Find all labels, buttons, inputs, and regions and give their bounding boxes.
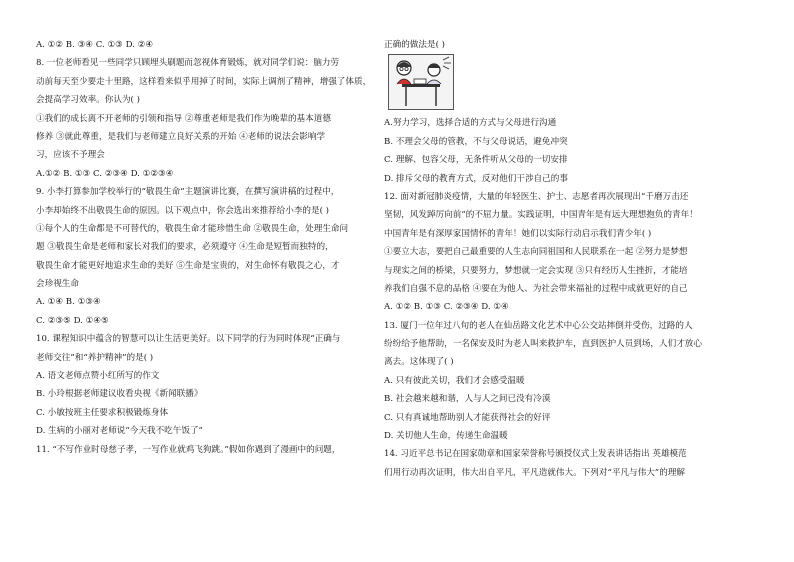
q9-line: 会珍视生命: [36, 279, 79, 290]
question-8: [36, 54, 386, 183]
q12-line: ①要立大志，要把自己最重要的人生志向同祖国和人民联系在一起 ②努力是梦想: [384, 247, 688, 258]
q10-line: 10. 课程知识中蕴含的智慧可以让生活更美好。以下同学的行为同时体现“正确与: [36, 334, 341, 345]
q14-line: 们用行动再次证明，伟大出自平凡，平凡造就伟大。下列对“平凡与伟大”的理解: [384, 467, 685, 478]
right-column: [384, 36, 762, 482]
question-9: [36, 183, 386, 330]
q11-continuation: 正确的做法是( ): [384, 40, 445, 50]
q10-option: A. 语文老师点赞小红所写的作文: [36, 371, 160, 382]
q11-option: D. 排斥父母的教育方式，反对他们干涉自己的事: [384, 173, 568, 184]
cartoon-illustration: [384, 54, 762, 112]
q12-line: 12. 面对新冠肺炎疫情，大量的年轻医生、护士、志愿者再次展现出“千磨万击还: [384, 191, 689, 202]
question-12: [384, 188, 762, 317]
parent-child-cartoon: [388, 54, 454, 110]
question-11: 11. “不写作业时母慈子孝，一写作业就鸡飞狗跳。”假如你遇到了漫画中的问题，: [36, 444, 341, 455]
q11-options: [384, 114, 762, 188]
left-column: [36, 36, 386, 459]
q9-options: C. ②③⑤ D. ①④⑤: [36, 315, 109, 326]
q10-line: 老师交往”和“养护精神”的是( ): [36, 352, 154, 363]
q10-option: D. 生病的小丽对老师说“今天我不吃午饭了”: [36, 426, 203, 437]
q13-option: C. 只有真诚地帮助别人才能获得社会的好评: [384, 412, 551, 423]
q8-line: 修养 ③就此尊重，是我们与老师建立良好关系的开始 ④老师的说法会影响学: [36, 131, 326, 142]
q12-line: 坚韧，风发踔厉向前”的不屈力量。实践证明，中国青年是有远大理想抱负的青年！: [384, 210, 698, 221]
question-10: [36, 330, 386, 440]
q13-line: 离去。这体现了( ): [384, 357, 454, 368]
q13-option: A. 只有彼此关切，我们才会感受温暖: [384, 375, 525, 386]
q8-line: 习，应该不予理会: [36, 150, 105, 161]
q13-line: 纷纷给予他帮助，一名保安及时为老人叫来救护车，直到医护人员到场，人们才放心: [384, 339, 702, 350]
q10-option: B. 小玲根据老师建议收看央视《新闻联播》: [36, 389, 203, 400]
q11-option: A.努力学习，选择合适的方式与父母进行沟通: [384, 118, 557, 129]
q8-line: 会提高学习效率。你认为( ): [36, 95, 140, 106]
q12-line: 养我们自强不息的品格 ④要在为他人、为社会带来福祉的过程中成就更好的自己: [384, 283, 688, 294]
q8-line: ①我们的成长离不开老师的引领和指导 ②尊重老师是我们作为晚辈的基本道德: [36, 113, 331, 124]
q7-options: A. ①② B. ③④ C. ①③ D. ②④: [36, 40, 154, 50]
q12-options: A. ①② B. ①③ C. ②③④ D. ①④: [384, 302, 509, 313]
q9-line: 题 ③敬畏生命是老师和家长对我们的要求，必须遵守 ④生命是短暂而独特的，: [36, 242, 334, 253]
q9-options: A. ①④ B. ①③④: [36, 297, 101, 308]
q8-line: 8. 一位老师看见一些同学只顾埋头刷题而忽视体育锻炼，就对同学们说：脑力劳: [36, 58, 340, 69]
q13-line: 13. 厦门一位年过八旬的老人在仙岳路文化艺术中心公交站摔倒并受伤，过路的人: [384, 320, 693, 331]
q13-option: D. 关切他人生命，传递生命温暖: [384, 431, 508, 442]
q8-options: A.①② B. ①③ C. ②③④ D. ①②③④: [36, 168, 174, 179]
question-14: [384, 445, 762, 482]
q11-option: B. 不理会父母的管教，不与父母说话，避免冲突: [384, 136, 568, 147]
q12-line: 中国青年是有深厚家国情怀的青年！她们以实际行动启示我们青少年( ): [384, 228, 652, 239]
q8-line: 动前每天至少要走十里路，这样看来似乎用掉了时间，实际上调剂了精神，增强了体质，: [36, 76, 372, 87]
q11-option: C. 理解、包容父母，无条件听从父母的一切安排: [384, 155, 568, 166]
q9-line: 9. 小李打算参加学校举行的“敬畏生命”主题演讲比赛，在撰写演讲稿的过程中，: [36, 187, 340, 198]
q9-line: ①每个人的生命都是不可替代的，敬畏生命才能珍惜生命 ②敬畏生命，处理生命问: [36, 223, 349, 234]
q12-line: 与现实之间的桥梁，只要努力，梦想就一定会实现 ③只有经历人生挫折，才能培: [384, 265, 688, 276]
q9-line: 敬畏生命才能更好地追求生命的美好 ⑤生命是宝贵的，对生命怀有敬畏之心，才: [36, 260, 340, 271]
q14-line: 14. 习近平总书记在国家勋章和国家荣誉称号颁授仪式上发表讲话指出 英雄模范: [384, 449, 687, 460]
q9-line: 小李却始终不出敬畏生命的原因。以下观点中，你会选出来推荐给小李的是( ): [36, 205, 330, 216]
question-13: [384, 317, 762, 446]
q10-option: C. 小敏按班主任要求积极锻炼身体: [36, 407, 169, 418]
q13-option: B. 社会越来越和谐，人与人之间已没有冷漠: [384, 394, 551, 405]
